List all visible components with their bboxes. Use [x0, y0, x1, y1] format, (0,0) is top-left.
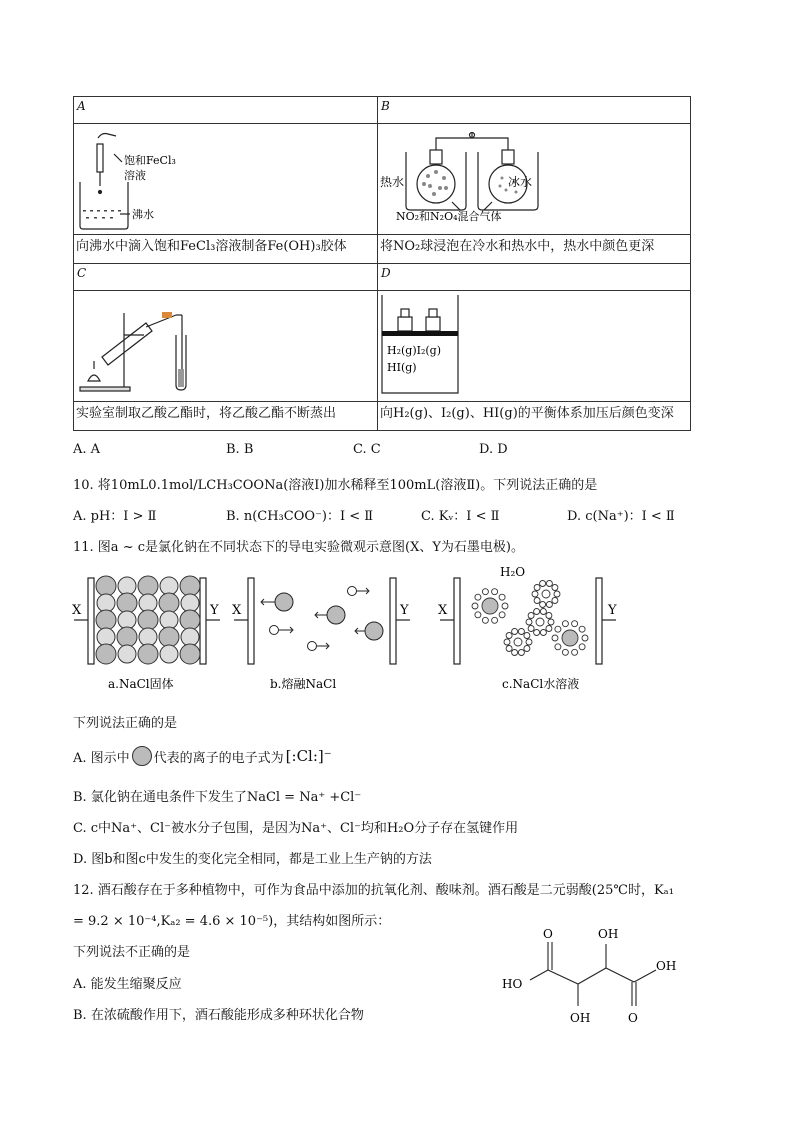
q12-option-a: A. 能发生缩聚反应: [73, 977, 182, 992]
water-molecule: [540, 630, 546, 636]
q11-option-b: B. 氯化钠在通电条件下发生了NaCl = Na⁺ +Cl⁻: [73, 790, 362, 805]
nacl-conduction-diagram: [70, 562, 630, 696]
water-molecule: [579, 644, 585, 650]
struct-oh-right: OH: [656, 959, 677, 973]
water-molecule: [572, 621, 578, 627]
water-molecule: [552, 598, 558, 604]
struct-ho-left: HO: [502, 977, 523, 991]
lattice-ion: [97, 594, 115, 612]
caption-nacl-solid: a.NaCl固体: [108, 677, 174, 691]
water-molecule: [475, 612, 481, 618]
electrode-y-b: Y: [400, 603, 409, 618]
q12-option-b: B. 在浓硫酸作用下，酒石酸能形成多种环状化合物: [73, 1008, 364, 1023]
water-molecule: [540, 581, 546, 587]
lattice-ion: [96, 576, 116, 596]
label-solution: 溶液: [124, 169, 146, 182]
q12-stem-line2: = 9.2 × 10⁻⁴,Kₐ₂ = 4.6 × 10⁻⁵)，其结构如图所示：: [73, 914, 391, 929]
water-molecule: [546, 602, 552, 608]
cell-label-b: B: [377, 96, 691, 124]
lattice-ion: [138, 644, 158, 664]
water-molecule: [482, 589, 488, 595]
lattice-ion: [138, 610, 158, 630]
lattice-ion: [180, 644, 200, 664]
hydrated-ion: [536, 618, 544, 626]
label-boiling-water: 沸水: [132, 208, 154, 221]
water-molecule: [526, 639, 532, 645]
struct-o-bottom: O: [628, 1011, 638, 1025]
water-molecule: [555, 644, 561, 650]
q11-stem: 11. 图a ~ c是氯化钠在不同状态下的导电实验微观示意图(X、Y为石墨电极)。: [73, 540, 524, 555]
lattice-ion: [118, 611, 136, 629]
q10-option-d: D. c(Na⁺)：Ⅰ < Ⅱ: [567, 509, 675, 524]
q11-option-c: C. c中Na⁺、Cl⁻被水分子包围，是因为Na⁺、Cl⁻均和H₂O分子存在氢键作用: [73, 821, 519, 836]
electrode-x-b: X: [232, 603, 242, 618]
lattice-ion: [139, 628, 157, 646]
figure-d-cell: [377, 290, 691, 402]
q11-figure: [70, 562, 630, 696]
struct-oh-bottom: OH: [570, 1011, 591, 1025]
lattice-ion: [180, 576, 200, 596]
q9-option-c: C. C: [353, 442, 381, 457]
water-molecule: [554, 591, 560, 597]
q9-option-d: D. D: [479, 442, 508, 457]
label-hot-water: 热水: [380, 175, 405, 189]
water-molecule: [555, 626, 561, 632]
lattice-ion: [181, 628, 199, 646]
cell-label-c: C: [73, 263, 378, 291]
figure-b-cell: [377, 123, 691, 235]
caption-d: 向H₂(g)、I₂(g)、HI(g)的平衡体系加压后颜色变深: [377, 401, 691, 431]
water-molecule: [540, 602, 546, 608]
water-label: H₂O: [500, 565, 526, 579]
hydrated-ion: [542, 590, 550, 598]
water-molecule: [475, 594, 481, 600]
water-molecule: [499, 612, 505, 618]
electrode-x-a: X: [72, 603, 82, 618]
tartaric-acid-structure: [498, 920, 698, 1030]
lattice-ion: [160, 611, 178, 629]
water-molecule: [562, 649, 568, 655]
water-molecule: [512, 650, 518, 656]
electrode-x-c: X: [438, 603, 448, 618]
water-molecule: [546, 581, 552, 587]
electrode-y-c: Y: [608, 603, 617, 618]
lattice-ion: [117, 627, 137, 647]
q10-option-c: C. Kᵥ：Ⅰ < Ⅱ: [421, 509, 500, 524]
water-molecule: [512, 629, 518, 635]
lattice-ion: [180, 610, 200, 630]
lattice-ion: [160, 577, 178, 595]
lattice-ion: [118, 577, 136, 595]
water-molecule: [506, 633, 512, 639]
water-molecule: [579, 626, 585, 632]
chloride-electron-formula: [:Cl:]⁻: [285, 747, 332, 765]
water-molecule: [492, 589, 498, 595]
figure-c-distillation: [74, 291, 377, 401]
hydrated-ion: [482, 598, 498, 614]
caption-nacl-molten: b.熔融NaCl: [270, 677, 337, 691]
water-molecule: [472, 603, 478, 609]
water-molecule: [518, 650, 524, 656]
q11-option-a-post: 代表的离子的电子式为: [153, 750, 284, 766]
water-molecule: [582, 635, 588, 641]
figure-c-cell: [73, 290, 378, 402]
water-molecule: [524, 633, 530, 639]
caption-a: 向沸水中滴入饱和FeCl₃溶液制备Fe(OH)₃胶体: [73, 234, 378, 264]
lattice-ion: [96, 644, 116, 664]
water-molecule: [552, 585, 558, 591]
lattice-ion: [117, 593, 137, 613]
lattice-ion: [159, 627, 179, 647]
label-ice-water: 冰水: [508, 175, 533, 189]
q11-option-a: [73, 746, 332, 766]
q11-prompt: 下列说法正确的是: [73, 716, 178, 731]
hydrated-ion: [514, 638, 522, 646]
label-hi: HI(g): [387, 361, 417, 374]
struct-o-top: O: [543, 927, 553, 941]
lattice-ion: [138, 576, 158, 596]
label-h2-i2: H₂(g)I₂(g): [387, 344, 442, 357]
struct-oh-top: OH: [598, 927, 619, 941]
q10-stem: 10. 将10mL0.1mol/LCH₃COONa(溶液Ⅰ)加水稀释至100mL(溶液Ⅱ)。下列说法正确的是: [73, 478, 598, 493]
lattice-ion: [181, 594, 199, 612]
water-molecule: [546, 613, 552, 619]
water-molecule: [572, 649, 578, 655]
water-molecule: [504, 639, 510, 645]
water-molecule: [528, 613, 534, 619]
q12-prompt: 下列说法不正确的是: [73, 945, 191, 960]
q9-option-a: A. A: [73, 442, 101, 457]
figure-a-beaker: [74, 124, 377, 234]
lattice-ion: [118, 645, 136, 663]
water-molecule: [524, 646, 530, 652]
water-molecule: [532, 591, 538, 597]
q12-stem-line1: 12. 酒石酸存在于多种植物中，可作为食品中添加的抗氧化剂、酸味剂。酒石酸是二元弱酸(25℃时，Kₐ₁: [73, 883, 674, 898]
q10-option-a: A. pH：Ⅰ > Ⅱ: [73, 509, 157, 524]
figure-a-cell: [73, 123, 378, 235]
water-molecule: [562, 621, 568, 627]
cell-label-a: A: [73, 96, 378, 124]
cell-label-d: D: [377, 263, 691, 291]
water-molecule: [534, 609, 540, 615]
caption-c: 实验室制取乙酸乙酯时，将乙酸乙酯不断蒸出: [73, 401, 378, 431]
lattice-ion: [139, 594, 157, 612]
water-molecule: [548, 619, 554, 625]
chloride-ball-icon: [132, 746, 152, 766]
water-molecule: [528, 626, 534, 632]
water-molecule: [506, 646, 512, 652]
water-molecule: [552, 635, 558, 641]
caption-nacl-aqueous: c.NaCl水溶液: [502, 677, 580, 691]
label-fecl3: 饱和FeCl₃: [124, 154, 176, 167]
water-molecule: [540, 609, 546, 615]
water-molecule: [518, 629, 524, 635]
lattice-ion: [160, 645, 178, 663]
q10-option-b: B. n(CH₃COO⁻)：Ⅰ < Ⅱ: [226, 509, 374, 524]
figure-b-flasks: [378, 124, 690, 234]
lattice-ion: [96, 610, 116, 630]
electrode-y-a: Y: [210, 603, 219, 618]
water-molecule: [492, 617, 498, 623]
hydrated-ion: [562, 630, 578, 646]
water-molecule: [534, 630, 540, 636]
water-molecule: [534, 598, 540, 604]
lattice-ion: [97, 628, 115, 646]
caption-b: 将NO₂球浸泡在冷水和热水中，热水中颜色更深: [377, 234, 691, 264]
water-molecule: [546, 626, 552, 632]
water-molecule: [534, 585, 540, 591]
q9-option-b: B. B: [226, 442, 254, 457]
water-molecule: [502, 603, 508, 609]
q11-option-a-pre: A. 图示中: [73, 750, 130, 766]
figure-d-piston: [378, 291, 690, 401]
label-no2-n2o4: NO₂和N₂O₄混合气体: [396, 210, 502, 223]
water-molecule: [526, 619, 532, 625]
q11-option-d: D. 图b和图c中发生的变化完全相同，都是工业上生产钠的方法: [73, 852, 432, 867]
water-molecule: [499, 594, 505, 600]
lattice-ion: [159, 593, 179, 613]
water-molecule: [482, 617, 488, 623]
